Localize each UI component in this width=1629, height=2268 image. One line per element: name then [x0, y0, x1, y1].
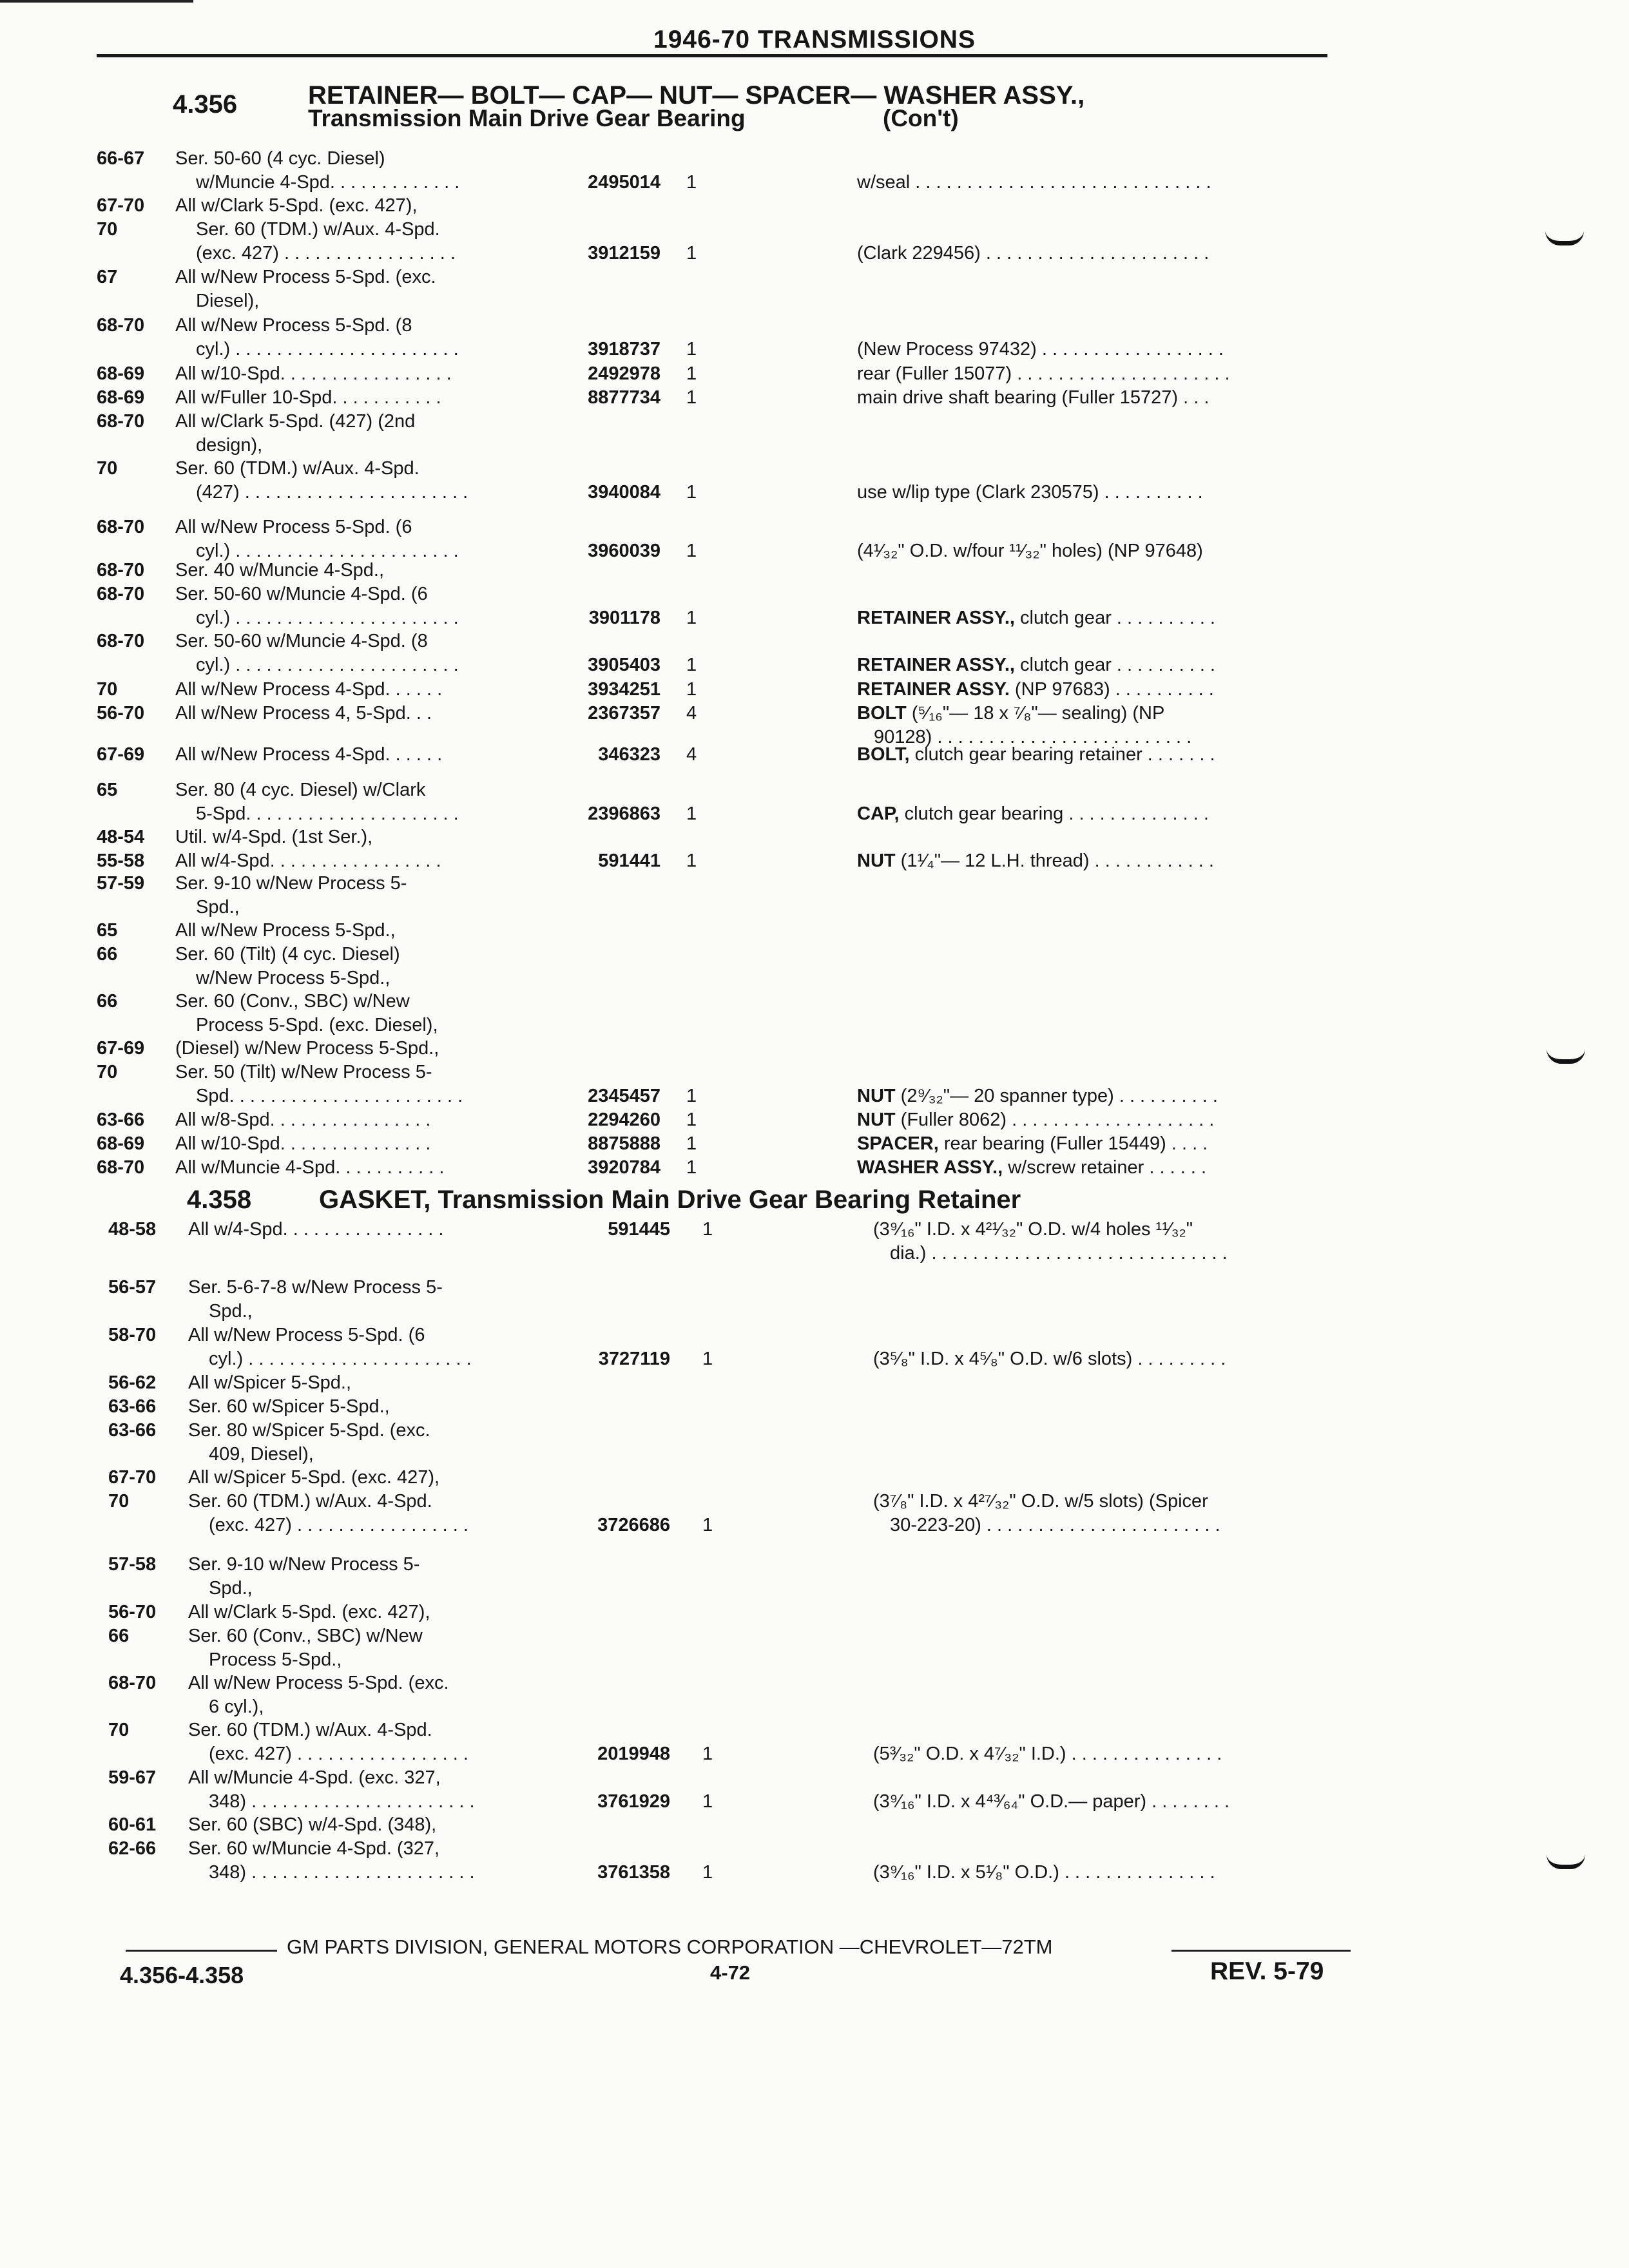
application: All w/New Process 5-Spd., [175, 920, 396, 941]
application: All w/New Process 4-Spd. . . . . . [175, 744, 443, 765]
model-years: 70 [97, 1062, 118, 1082]
application: Ser. 9-10 w/New Process 5- Spd., [188, 1554, 420, 1599]
model-years: 68-70 [97, 411, 145, 432]
model-years: 59-67 [108, 1767, 157, 1788]
application: Ser. 60 (TDM.) w/Aux. 4-Spd. (exc. 427) . . . . . . . . . . . . . . . . . [188, 1720, 468, 1764]
model-years: 70 [108, 1720, 130, 1740]
quantity: 1 [702, 1349, 713, 1369]
description: CAP, clutch gear bearing . . . . . . . . . . . . . . [857, 803, 1209, 824]
quantity: 1 [686, 803, 697, 824]
model-years: 55-58 [97, 850, 145, 871]
quantity: 1 [686, 541, 697, 561]
part-number: 2294260 [588, 1110, 660, 1130]
model-years: 57-59 [97, 873, 145, 894]
description: (Clark 229456) . . . . . . . . . . . . . . . . . . . . . . [857, 243, 1210, 264]
model-years: 68-69 [97, 1133, 145, 1154]
model-years: 68-70 [108, 1673, 157, 1693]
description: RETAINER ASSY., clutch gear . . . . . . . . . . [857, 608, 1215, 628]
application: All w/4-Spd. . . . . . . . . . . . . . . . [188, 1219, 444, 1240]
description: (3⁹⁄₁₆" I.D. x 4²¹⁄₃₂" O.D. w/4 holes ¹¹⁄₃₂" dia.) . . . . . . . . . . . . . . . . . . . . . . . . . . . . . [873, 1219, 1228, 1264]
quantity: 1 [686, 679, 697, 700]
model-years: 58-70 [108, 1325, 157, 1345]
description: NUT (2⁹⁄₃₂"— 20 spanner type) . . . . . . . . . . [857, 1086, 1218, 1106]
footer-corporation: GM PARTS DIVISION, GENERAL MOTORS CORPORATION —CHEVROLET—72TM [287, 1936, 1053, 1958]
description: (3⁷⁄₈" I.D. x 4²⁷⁄₃₂" O.D. w/5 slots) (Spicer 30-223-20) . . . . . . . . . . . . . . . . . . . . . . . [873, 1491, 1220, 1535]
model-years: 70 [97, 458, 118, 479]
quantity: 1 [686, 387, 697, 408]
part-number: 3905403 [588, 655, 660, 675]
quantity: 1 [686, 339, 697, 360]
quantity: 1 [686, 850, 697, 871]
application: All w/10-Spd. . . . . . . . . . . . . . . [175, 1133, 431, 1154]
model-years: 63-66 [97, 1110, 145, 1130]
application: All w/Spicer 5-Spd. (exc. 427), [188, 1467, 440, 1488]
description: RETAINER ASSY. (NP 97683) . . . . . . . . . . [857, 679, 1214, 700]
model-years: 56-57 [108, 1277, 157, 1298]
part-number: 2495014 [588, 172, 660, 193]
part-number: 3920784 [588, 1157, 660, 1178]
application: Ser. 60 (TDM.) w/Aux. 4-Spd. (427) . . . . . . . . . . . . . . . . . . . . . . [175, 458, 468, 503]
part-number: 3761358 [597, 1862, 670, 1883]
application: Ser. 50-60 (4 cyc. Diesel) w/Muncie 4-Spd. . . . . . . . . . . . . [175, 148, 460, 193]
model-years: 66-67 [97, 148, 145, 169]
description: (New Process 97432) . . . . . . . . . . . . . . . . . . [857, 339, 1224, 360]
application: Ser. 60 (TDM.) w/Aux. 4-Spd. (exc. 427) . . . . . . . . . . . . . . . . . [188, 1491, 468, 1535]
application: Ser. 60 w/Spicer 5-Spd., [188, 1396, 390, 1417]
application: Ser. 60 (Tilt) (4 cyc. Diesel) w/New Process 5-Spd., [175, 944, 400, 988]
part-number: 2396863 [588, 803, 660, 824]
quantity: 1 [686, 655, 697, 675]
description: (5³⁄₃₂" O.D. x 4⁷⁄₃₂" I.D.) . . . . . . . . . . . . . . . [873, 1744, 1222, 1764]
quantity: 1 [686, 243, 697, 264]
quantity: 4 [686, 744, 697, 765]
application: Ser. 80 (4 cyc. Diesel) w/Clark 5-Spd. . . . . . . . . . . . . . . . . . . . . [175, 780, 459, 824]
part-number: 8877734 [588, 387, 660, 408]
header-rule [97, 54, 1327, 57]
model-years: 70 [108, 1491, 130, 1512]
quantity: 1 [686, 608, 697, 628]
footer-rule-right [1171, 1950, 1351, 1952]
part-number: 3761929 [597, 1791, 670, 1812]
application: All w/Clark 5-Spd. (exc. 427), Ser. 60 (TDM.) w/Aux. 4-Spd. (exc. 427) . . . . . . . . . . . . . . . . . [175, 195, 456, 264]
model-years: 65 [97, 920, 118, 941]
section-subtitle: Transmission Main Drive Gear Bearing [308, 105, 746, 131]
model-years: 68-69 [97, 363, 145, 384]
quantity: 1 [686, 1133, 697, 1154]
model-years: 65 [97, 780, 118, 800]
application: Ser. 60 (Conv., SBC) w/New Process 5-Spd. (exc. Diesel), [175, 991, 438, 1035]
model-years: 67-70 70 [97, 195, 145, 240]
application: Ser. 50 (Tilt) w/New Process 5- Spd. . . . . . . . . . . . . . . . . . . . . . . [175, 1062, 463, 1106]
quantity: 1 [686, 172, 697, 193]
application: All w/10-Spd. . . . . . . . . . . . . . . . . [175, 363, 452, 384]
model-years: 68-70 [97, 1157, 145, 1178]
application: Ser. 5-6-7-8 w/New Process 5- Spd., [188, 1277, 443, 1321]
model-years: 70 [97, 679, 118, 700]
model-years: 48-54 [97, 827, 145, 847]
part-number: 3934251 [588, 679, 660, 700]
description: BOLT (⁵⁄₁₆"— 18 x ⁷⁄₈"— sealing) (NP 90128) . . . . . . . . . . . . . . . . . . . . . . . . . [857, 703, 1192, 747]
description: use w/lip type (Clark 230575) . . . . . . . . . . [857, 482, 1203, 503]
part-number: 3918737 [588, 339, 660, 360]
model-years: 68-70 [97, 631, 145, 651]
part-number: 3960039 [588, 541, 660, 561]
section-number: 4.356 [173, 90, 238, 119]
description: BOLT, clutch gear bearing retainer . . . . . . . [857, 744, 1215, 765]
quantity: 4 [686, 703, 697, 724]
description: rear (Fuller 15077) . . . . . . . . . . . . . . . . . . . . . [857, 363, 1230, 384]
application: Ser. 60 (SBC) w/4-Spd. (348), [188, 1814, 437, 1835]
top-edge-rule [0, 0, 193, 3]
model-years: 66 [97, 944, 118, 965]
model-years: 68-70 [97, 560, 145, 581]
application: All w/New Process 5-Spd. (8 cyl.) . . . . . . . . . . . . . . . . . . . . . . [175, 315, 459, 360]
section-continued: (Con't) [883, 105, 959, 131]
description: WASHER ASSY., w/screw retainer . . . . . . [857, 1157, 1206, 1178]
part-number: 8875888 [588, 1133, 660, 1154]
model-years: 66 [108, 1626, 130, 1646]
application: Ser. 80 w/Spicer 5-Spd. (exc. 409, Diesel), [188, 1420, 430, 1465]
model-years: 62-66 [108, 1838, 157, 1859]
model-years: 56-62 [108, 1372, 157, 1393]
application: Ser. 60 (Conv., SBC) w/New Process 5-Spd., [188, 1626, 423, 1670]
page-title: 1946-70 TRANSMISSIONS [653, 26, 976, 53]
model-years: 63-66 [108, 1396, 157, 1417]
application: All w/8-Spd. . . . . . . . . . . . . . . . [175, 1110, 431, 1130]
application: All w/Spicer 5-Spd., [188, 1372, 352, 1393]
quantity: 1 [702, 1744, 713, 1764]
model-years: 68-70 [97, 517, 145, 537]
application: Ser. 50-60 w/Muncie 4-Spd. (8 cyl.) . . . . . . . . . . . . . . . . . . . . . . [175, 631, 459, 675]
model-years: 67-69 [97, 1038, 145, 1059]
application: All w/Muncie 4-Spd. . . . . . . . . . . [175, 1157, 445, 1178]
quantity: 1 [702, 1791, 713, 1812]
part-number: 2019948 [597, 1744, 670, 1764]
description: (3⁵⁄₈" I.D. x 4⁵⁄₈" O.D. w/6 slots) . . . . . . . . . [873, 1349, 1226, 1369]
binder-mark [1547, 1049, 1585, 1064]
description: NUT (Fuller 8062) . . . . . . . . . . . . . . . . . . . . [857, 1110, 1215, 1130]
application: All w/Clark 5-Spd. (427) (2nd design), [175, 411, 416, 456]
quantity: 1 [686, 482, 697, 503]
application: All w/Clark 5-Spd. (exc. 427), [188, 1602, 430, 1622]
description: RETAINER ASSY., clutch gear . . . . . . . . . . [857, 655, 1215, 675]
section-title: RETAINER— BOLT— CAP— NUT— SPACER— WASHER ASSY., [308, 81, 1085, 110]
model-years: 68-69 [97, 387, 145, 408]
application: All w/New Process 5-Spd. (6 cyl.) . . . . . . . . . . . . . . . . . . . . . . [188, 1325, 472, 1369]
model-years: 56-70 [97, 703, 145, 724]
model-years: 68-70 [97, 584, 145, 604]
model-years: 67 [97, 267, 118, 287]
model-years: 66 [97, 991, 118, 1012]
section-number: 4.358 [187, 1186, 252, 1214]
description: (4¹⁄₃₂" O.D. w/four ¹¹⁄₃₂" holes) (NP 97648) [857, 541, 1203, 561]
application: Ser. 40 w/Muncie 4-Spd., [175, 560, 384, 581]
part-number: 3726686 [597, 1515, 670, 1535]
application: All w/Fuller 10-Spd. . . . . . . . . . . [175, 387, 441, 408]
part-number: 2492978 [588, 363, 660, 384]
quantity: 1 [686, 1157, 697, 1178]
application: All w/4-Spd. . . . . . . . . . . . . . . . . [175, 850, 441, 871]
model-years: 63-66 [108, 1420, 157, 1441]
application: Ser. 50-60 w/Muncie 4-Spd. (6 cyl.) . . . . . . . . . . . . . . . . . . . . . . [175, 584, 459, 628]
application: Ser. 60 w/Muncie 4-Spd. (327, 348) . . . . . . . . . . . . . . . . . . . . . . [188, 1838, 475, 1883]
description: w/seal . . . . . . . . . . . . . . . . . . . . . . . . . . . . . [857, 172, 1211, 193]
binder-mark [1545, 231, 1584, 245]
revision-label: REV. 5-79 [1210, 1957, 1324, 1985]
part-number: 3901178 [588, 608, 660, 628]
application: All w/Muncie 4-Spd. (exc. 327, 348) . . . . . . . . . . . . . . . . . . . . . . [188, 1767, 475, 1812]
part-number: 2345457 [588, 1086, 660, 1106]
application: All w/New Process 5-Spd. (6 cyl.) . . . . . . . . . . . . . . . . . . . . . . [175, 517, 459, 561]
part-number: 2367357 [588, 703, 660, 724]
quantity: 1 [702, 1862, 713, 1883]
model-years: 60-61 [108, 1814, 157, 1835]
description: SPACER, rear bearing (Fuller 15449) . . . . [857, 1133, 1208, 1154]
model-years: 67-70 [108, 1467, 157, 1488]
quantity: 1 [686, 363, 697, 384]
model-years: 68-70 [97, 315, 145, 336]
application: All w/New Process 4-Spd. . . . . . [175, 679, 443, 700]
model-years: 67-69 [97, 744, 145, 765]
description: main drive shaft bearing (Fuller 15727) . . . [857, 387, 1210, 408]
quantity: 1 [702, 1219, 713, 1240]
part-number: 3940084 [588, 482, 660, 503]
part-number: 346323 [598, 744, 660, 765]
application: All w/New Process 4, 5-Spd. . . [175, 703, 432, 724]
description: NUT (1¹⁄₄"— 12 L.H. thread) . . . . . . . . . . . . [857, 850, 1214, 871]
application: Ser. 9-10 w/New Process 5- Spd., [175, 873, 407, 918]
application: All w/New Process 5-Spd. (exc. Diesel), [175, 267, 436, 311]
application: All w/New Process 5-Spd. (exc. 6 cyl.), [188, 1673, 449, 1717]
application: (Diesel) w/New Process 5-Spd., [175, 1038, 439, 1059]
footer-section-range: 4.356-4.358 [120, 1962, 244, 1988]
quantity: 1 [702, 1515, 713, 1535]
quantity: 1 [686, 1110, 697, 1130]
section-title: GASKET, Transmission Main Drive Gear Bearing Retainer [319, 1186, 1021, 1214]
quantity: 1 [686, 1086, 697, 1106]
description: (3⁹⁄₁₆" I.D. x 4⁴³⁄₆₄" O.D.— paper) . . . . . . . . [873, 1791, 1229, 1812]
model-years: 57-58 [108, 1554, 157, 1575]
model-years: 56-70 [108, 1602, 157, 1622]
description: (3⁹⁄₁₆" I.D. x 5¹⁄₈" O.D.) . . . . . . . . . . . . . . . [873, 1862, 1215, 1883]
page-number: 4-72 [710, 1961, 751, 1984]
model-years: 48-58 [108, 1219, 157, 1240]
part-number: 3727119 [598, 1349, 670, 1369]
part-number: 591441 [598, 850, 660, 871]
application: Util. w/4-Spd. (1st Ser.), [175, 827, 373, 847]
binder-mark [1547, 1854, 1585, 1869]
part-number: 3912159 [588, 243, 660, 264]
footer-rule-left [126, 1950, 277, 1952]
part-number: 591445 [608, 1219, 670, 1240]
